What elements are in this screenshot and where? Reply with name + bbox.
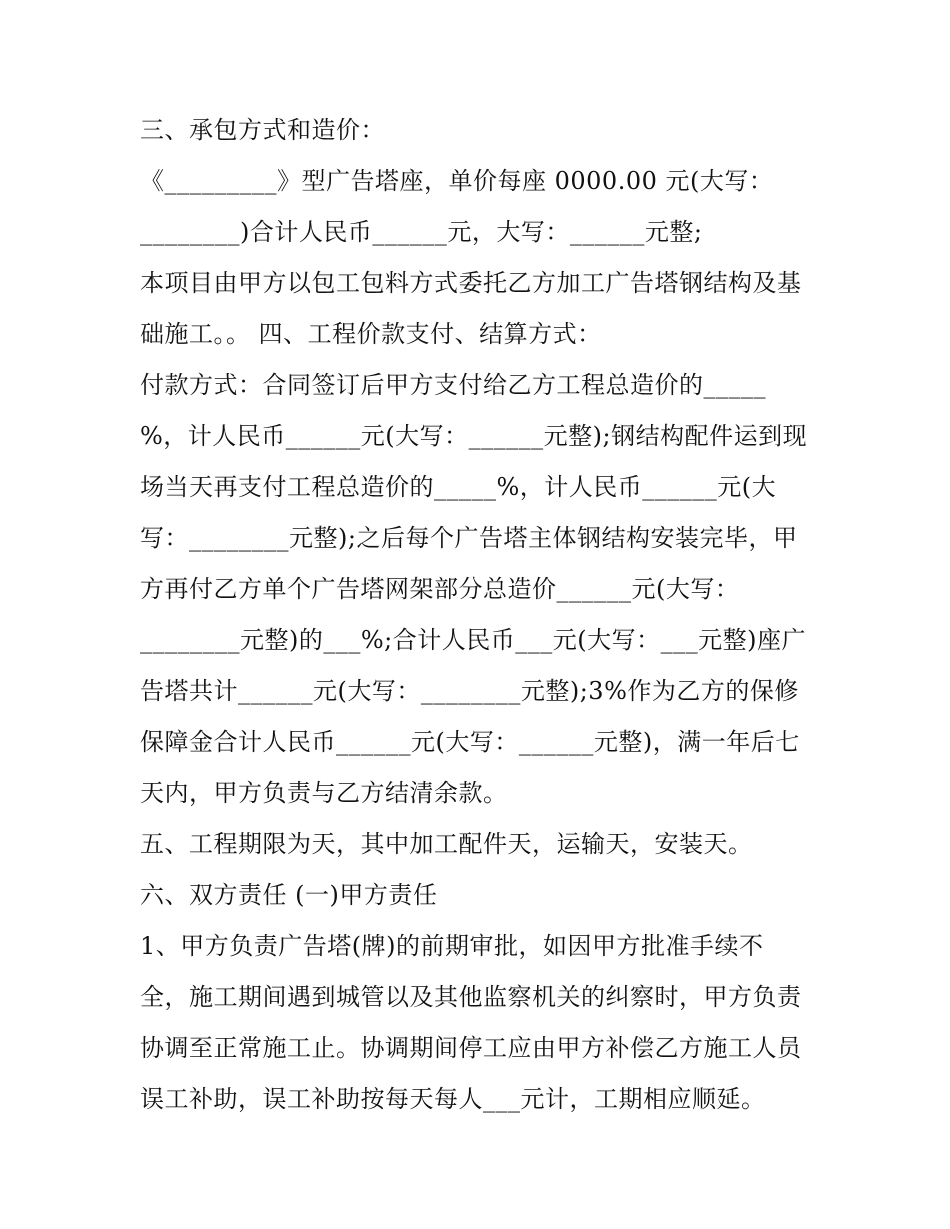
section-heading-contract-method: 三、承包方式和造价： bbox=[140, 116, 385, 144]
paragraph-line: 1、甲方负责广告塔(牌)的前期审批，如因甲方批准手续不 bbox=[140, 932, 764, 960]
paragraph-line: 告塔共计______元(大写：________元整);3%作为乙方的保修 bbox=[140, 677, 799, 705]
paragraph-line: 本项目由甲方以包工包料方式委托乙方加工广告塔钢结构及基 bbox=[140, 269, 802, 297]
section-heading-project-period: 五、工程期限为天，其中加工配件天，运输天，安装天。 bbox=[140, 830, 753, 858]
paragraph-line: ________元整)的___%;合计人民币___元(大写：___元整)座广 bbox=[140, 626, 806, 654]
paragraph-line: 协调至正常施工止。协调期间停工应由甲方补偿乙方施工人员 bbox=[140, 1034, 802, 1062]
section-heading-responsibilities: 六、双方责任 (一)甲方责任 bbox=[140, 881, 438, 909]
paragraph-line: %，计人民币______元(大写：______元整);钢结构配件运到现 bbox=[140, 422, 808, 450]
paragraph-line: 方再付乙方单个广告塔网架部分总造价______元(大写： bbox=[140, 575, 740, 603]
paragraph-line: ________)合计人民币______元，大写：______元整; bbox=[140, 218, 703, 246]
paragraph-line: 础施工。。 四、工程价款支付、结算方式： bbox=[140, 320, 602, 348]
paragraph-line: 保障金合计人民币______元(大写：______元整)，满一年后七 bbox=[140, 728, 800, 756]
paragraph-line: 《_________》型广告塔座，单价每座 0000.00 元(大写： bbox=[140, 167, 774, 195]
paragraph-line: 全，施工期间遇到城管以及其他监察机关的纠察时，甲方负责 bbox=[140, 983, 802, 1011]
paragraph-line: 误工补助，误工补助按每天每人___元计，工期相应顺延。 bbox=[140, 1085, 766, 1113]
paragraph-line: 场当天再支付工程总造价的_____%，计人民币______元(大 bbox=[140, 473, 777, 501]
paragraph-line: 写：________元整);之后每个广告塔主体钢结构安装完毕，甲 bbox=[140, 524, 798, 552]
paragraph-line: 付款方式：合同签订后甲方支付给乙方工程总造价的_____ bbox=[140, 371, 766, 399]
paragraph-line: 天内，甲方负责与乙方结清余款。 bbox=[140, 779, 508, 807]
